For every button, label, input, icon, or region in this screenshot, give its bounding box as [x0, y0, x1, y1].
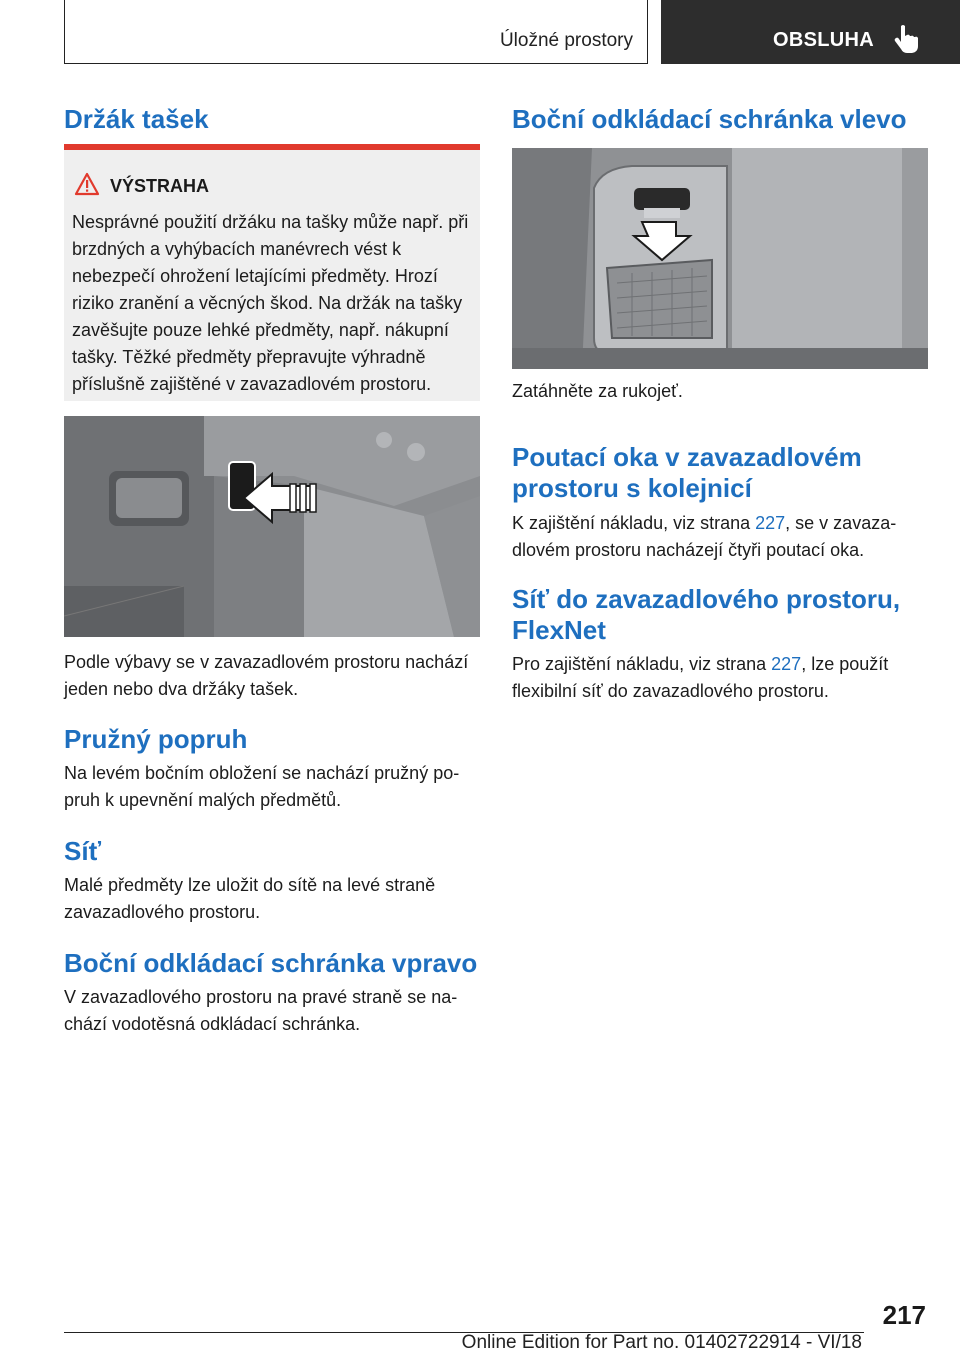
heading-tie-down-rings: Poutací oka v zavazadlovém prostoru s kolejnicí	[512, 442, 862, 503]
heading-right-compartment: Boční odkládací schránka vpravo	[64, 948, 478, 978]
net-text: Malé předměty lze uložit do sítě na levé straně zavazadlového prostoru.	[64, 875, 436, 922]
right-compartment-text: V zavazadlového prostoru na pravé straně se nachází vodotěsná odkládací schránka.	[64, 987, 458, 1034]
heading-elastic-strap: Pružný popruh	[64, 724, 248, 754]
flexnet-text-pre: Pro zajištění nákladu, viz strana	[512, 654, 772, 674]
left-compartment-image	[512, 148, 928, 369]
left-compartment-caption: Zatáhněte za rukojeť.	[512, 381, 683, 401]
tie-down-rings-text	[512, 510, 928, 564]
bag-holder-caption: Podle výbavy se v zavazadlovém prostoru nachází jeden nebo dva držáky tašek.	[64, 652, 469, 699]
section-title: Úložné prostory	[499, 30, 633, 51]
header-section-box	[64, 0, 648, 64]
elastic-strap-text: Na levém bočním obložení se nachází pružný popruh k upevnění malých předmětů.	[64, 763, 460, 810]
heading-left-compartment: Boční odkládací schránka vlevo	[512, 104, 907, 134]
tie-down-text-pre: K zajištění nákladu, viz strana	[512, 513, 756, 533]
chapter-title: OBSLUHA	[773, 29, 874, 51]
warning-triangle-icon	[74, 172, 100, 196]
heading-flexnet: Síť do zavazadlového prostoru, FlexNet	[512, 584, 901, 645]
warning-label: VÝSTRAHA	[110, 176, 210, 196]
warning-box	[64, 144, 480, 401]
warning-text: Nesprávné použití držáku na tašky může např. při brzdných a vyhýbacích manévrech vést k nebezpečí ohrožení letajícími předměty. Hrozí riziko zranění a věcných škod. Na držák na tašky zavěšujte pouze lehké předměty, např. nákupní tašky. Těžké předměty přepravujte výhradně příslušně zajištěné v zavazadlovém prostoru.	[72, 212, 469, 394]
heading-net: Síť	[64, 836, 102, 866]
header-chapter-box	[661, 0, 960, 64]
page-number: 217	[882, 1300, 926, 1330]
footer-edition: Online Edition for Part no. 01402722914 - VI/18	[461, 1332, 862, 1353]
page-link-227[interactable]: 227	[755, 513, 786, 533]
flexnet-text-post: , lze použít flexibilní síť do zavazadlového prostoru.	[512, 654, 889, 701]
page-link-227-flexnet[interactable]: 227	[771, 654, 802, 674]
flexnet-text	[512, 651, 928, 705]
hand-pointer-icon	[893, 24, 919, 54]
bag-holder-image	[64, 416, 480, 637]
heading-bag-holder: Držák tašek	[64, 104, 209, 134]
tie-down-text-post: , se v zavazadlovém prostoru nacházejí čtyři poutací oka.	[512, 513, 897, 560]
